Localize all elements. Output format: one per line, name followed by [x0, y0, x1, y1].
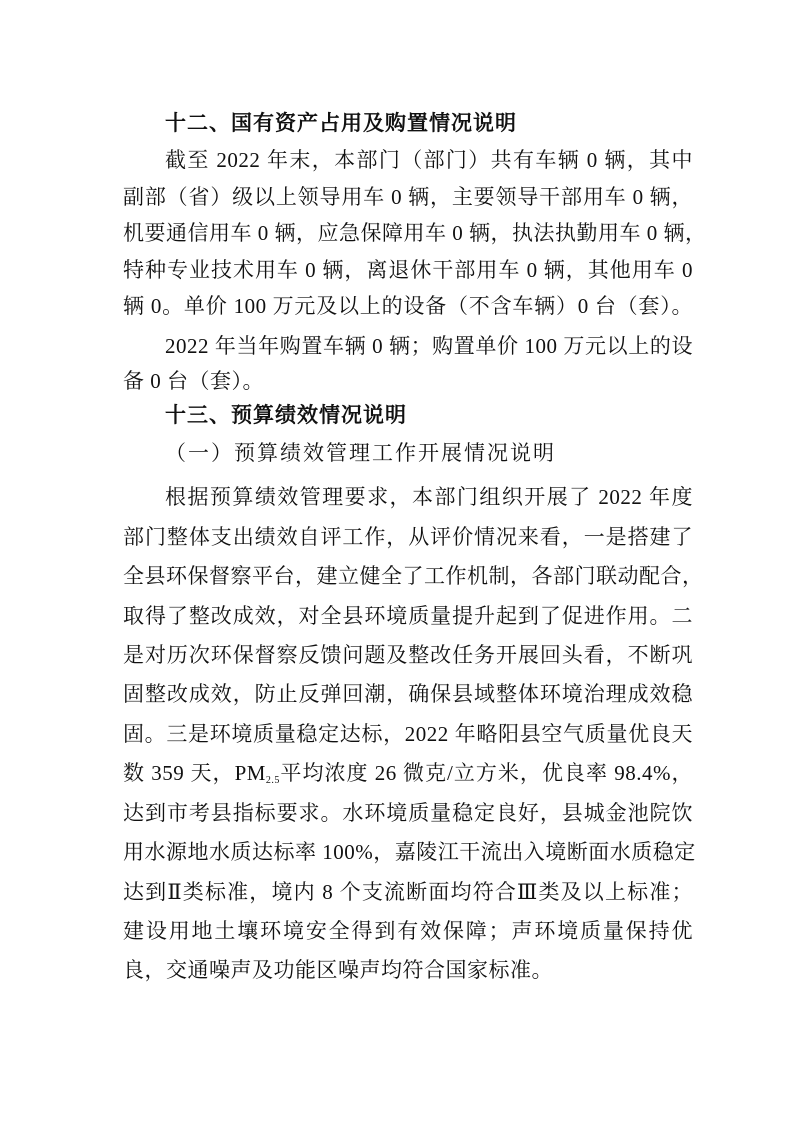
pm-text-after: 平均浓度 26 微克/立方米，优良率 98.4%，: [279, 761, 693, 785]
paragraph-line: 达到Ⅱ类标准，境内 8 个支流断面均符合Ⅲ类及以上标准；: [123, 880, 693, 904]
pm-text-before: 数 359 天，PM: [123, 761, 266, 785]
paragraph-line: 用水源地水质达标率 100%，嘉陵江干流出入境断面水质稳定: [123, 840, 696, 864]
paragraph-line: 固。三是环境质量稳定达标，2022 年略阳县空气质量优良天: [123, 722, 693, 746]
paragraph-line: 良，交通噪声及功能区噪声均符合国家标准。: [123, 958, 553, 982]
paragraph-line: 机要通信用车 0 辆，应急保障用车 0 辆，执法执勤用车 0 辆，: [123, 221, 707, 245]
paragraph-line: 截至 2022 年末，本部门（部门）共有车辆 0 辆，其中: [165, 148, 693, 172]
section-13-heading: 十三、预算绩效情况说明: [165, 403, 407, 427]
pm-subscript: 2.5: [265, 775, 280, 786]
paragraph-line: 达到市考县指标要求。水环境质量稳定良好，县城金池院饮: [123, 801, 693, 825]
paragraph-line: 部门整体支出绩效自评工作，从评价情况来看，一是搭建了: [123, 525, 693, 549]
paragraph-line: 建设用地土壤环境安全得到有效保障；声环境质量保持优: [123, 919, 693, 943]
paragraph-line: 取得了整改成效，对全县环境质量提升起到了促进作用。二: [123, 604, 693, 628]
paragraph-line: 全县环保督察平台，建立健全了工作机制，各部门联动配合，: [123, 564, 704, 588]
paragraph-line: 特种专业技术用车 0 辆，离退休干部用车 0 辆，其他用车 0: [123, 258, 693, 282]
paragraph-line: 备 0 台（套）。: [123, 369, 264, 393]
paragraph-line-pm25: [123, 760, 693, 786]
paragraph-line: 根据预算绩效管理要求，本部门组织开展了 2022 年度: [165, 485, 693, 509]
paragraph-line: 是对历次环保督察反馈问题及整改任务开展回头看，不断巩: [123, 643, 693, 667]
section-12-heading: 十二、国有资产占用及购置情况说明: [165, 111, 517, 135]
paragraph-line: 2022 年当年购置车辆 0 辆；购置单价 100 万元以上的设: [165, 334, 693, 358]
section-13-subheading: （一）预算绩效管理工作开展情况说明: [165, 441, 556, 465]
paragraph-line: 副部（省）级以上领导用车 0 辆，主要领导干部用车 0 辆，: [123, 185, 693, 209]
paragraph-line: 固整改成效，防止反弹回潮，确保县域整体环境治理成效稳: [123, 682, 693, 706]
paragraph-line: 辆 0。单价 100 万元及以上的设备（不含车辆）0 台（套）。: [123, 294, 693, 318]
